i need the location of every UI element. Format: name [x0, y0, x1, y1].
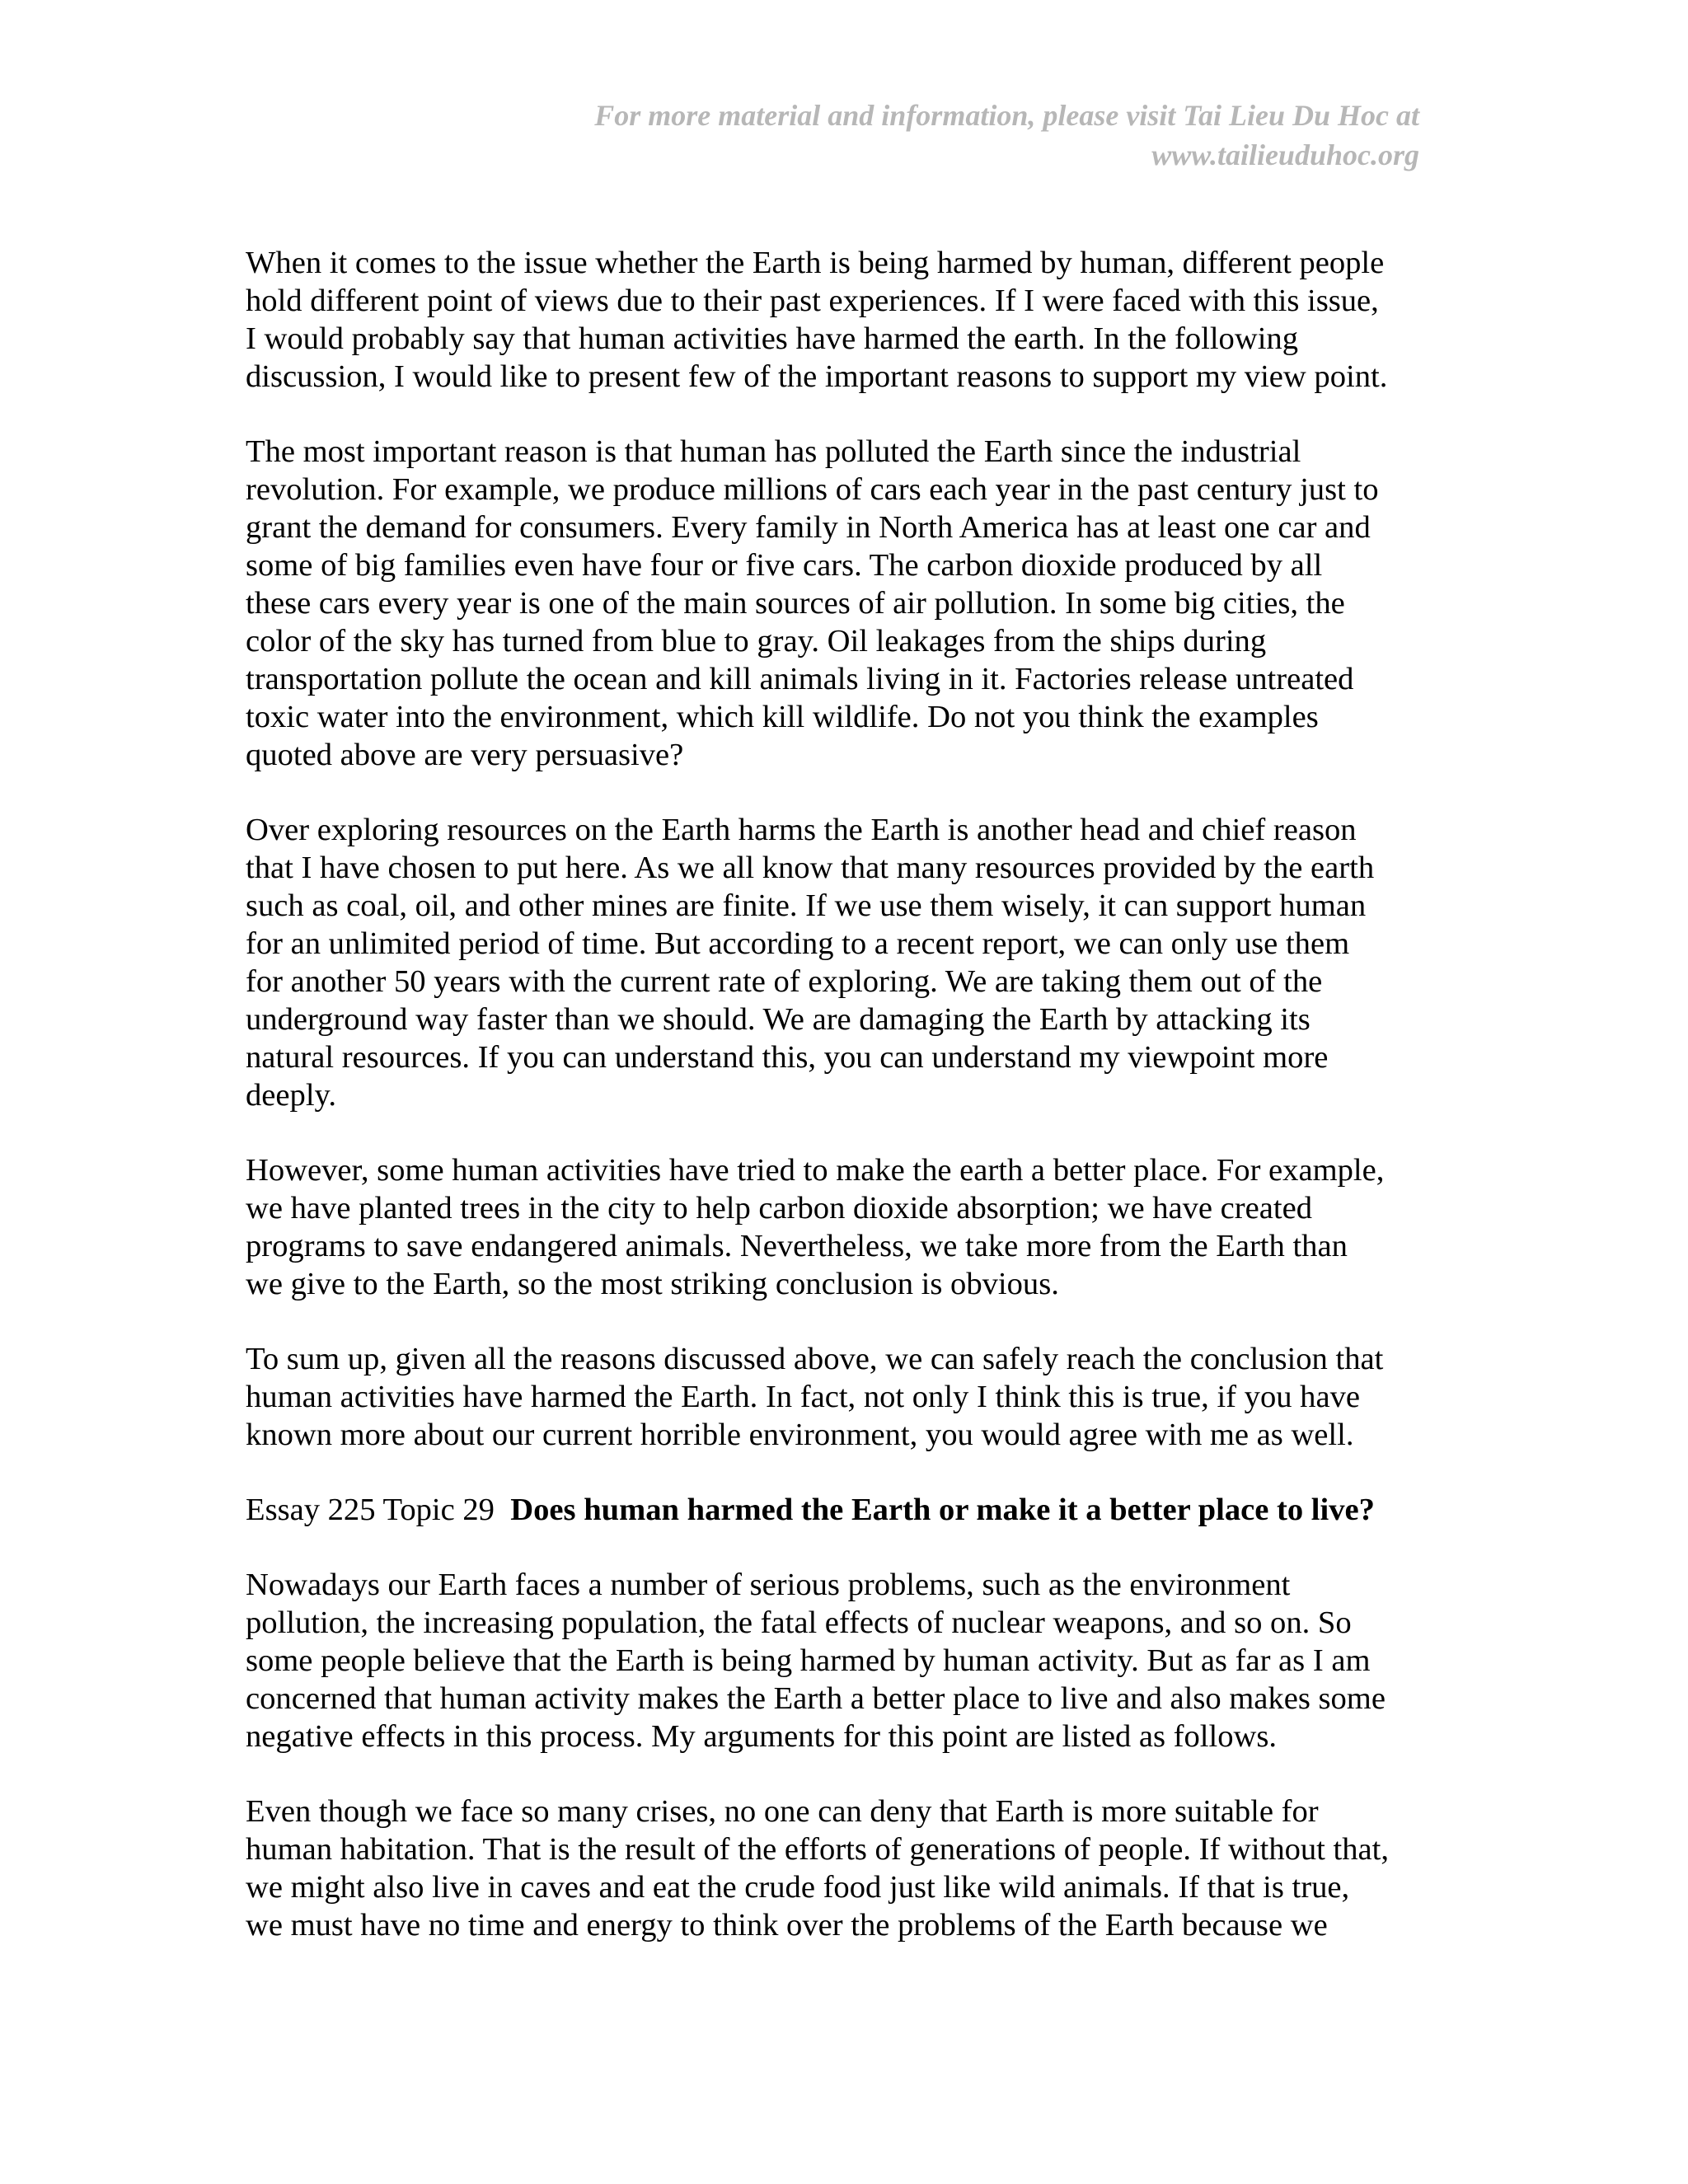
paragraph-intro: When it comes to the issue whether the Earth is being harmed by human, different people hold different point of views due to their past experiences. If I were faced with this issue, I would probably say that human activities have harmed the earth. In the following discussion, I would like to present few of the important reasons to support my view point. [246, 246, 1388, 394]
header-line-2: www.tailieuduhoc.org [1151, 138, 1419, 171]
essay-heading [246, 1491, 1449, 1529]
paragraph-essay2-body: Even though we face so many crises, no one can deny that Earth is more suitable for human habitation. That is the result of the efforts of generations of people. If without that, we might also live in caves and eat the crude food just like wild animals. If that is true, we must have no time and energy to think over the problems of the Earth because we [246, 1794, 1390, 1943]
paragraph-pollution: The most important reason is that human has polluted the Earth since the industrial revolution. For example, we produce millions of cars each year in the past century just to grant the demand for consumers. Every family in North America has at least one car and some of big families even have four or five cars. The carbon dioxide produced by all these cars every year is one of the main sources of air pollution. In some big cities, the color of the sky has turned from blue to gray. Oil leakages from the ships during transportation pollute the ocean and kill animals living in it. Factories release untreated toxic water into the environment, which kill wildlife. Do not you think the examples quoted above are very persuasive? [246, 434, 1379, 772]
essay-question: Does human harmed the Earth or make it a better place to live? [510, 1493, 1375, 1527]
paragraph-essay2-intro: Nowadays our Earth faces a number of serious problems, such as the environment pollution, the increasing population, the fatal effects of nuclear weapons, and so on. So some people believe that the Earth is being harmed by human activity. But as far as I am concerned that human activity makes the Earth a better place to live and also makes some negative effects in this process. My arguments for this point are listed as follows. [246, 1568, 1386, 1754]
page-header [348, 96, 1419, 175]
document-body [246, 244, 1449, 1981]
paragraph-counterpoint: However, some human activities have tried to make the earth a better place. For example, we have planted trees in the city to help carbon dioxide absorption; we have created programs to save endangered animals. Nevertheless, we take more from the Earth than we give to the Earth, so the most striking conclusion is obvious. [246, 1153, 1385, 1301]
essay-label: Essay 225 Topic 29 [246, 1493, 495, 1527]
paragraph-conclusion: To sum up, given all the reasons discussed above, we can safely reach the conclusion that human activities have harmed the Earth. In fact, not only I think this is true, if you have known more about our current horrible environment, you would agree with me as well. [246, 1342, 1384, 1452]
paragraph-resources: Over exploring resources on the Earth harms the Earth is another head and chief reason that I have chosen to put here. As we all know that many resources provided by the earth such as coal, oil, and other mines are finite. If we use them wisely, it can support human for an unlimited period of time. But according to a recent report, we can only use them for another 50 years with the current rate of exploring. We are taking them out of the underground way faster than we should. We are damaging the Earth by attacking its natural resources. If you can understand this, you can understand my viewpoint more deeply. [246, 813, 1375, 1113]
header-line-1: For more material and information, please visit Tai Lieu Du Hoc at [594, 99, 1419, 132]
